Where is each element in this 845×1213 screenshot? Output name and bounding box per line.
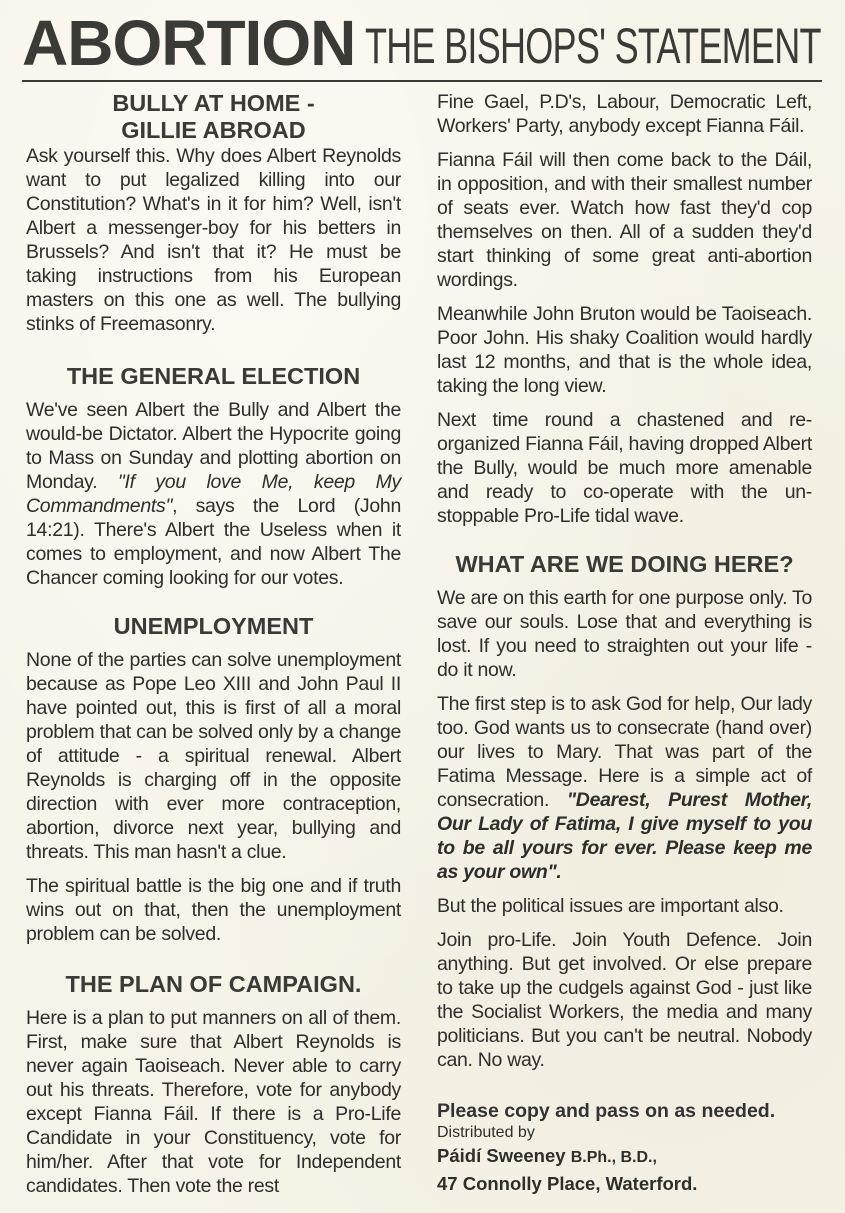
paragraph: Next time round a chastened and re-organized Fianna Fáil, having dropped Albert the Bully, would be much more amenable and ready to co-operate with the un-stoppable Pro-Life tidal wave. — [437, 409, 812, 527]
left-column — [26, 90, 401, 1198]
section-title — [26, 90, 401, 144]
paragraph: But the political issues are important also. — [437, 895, 784, 917]
masthead-subtitle: THE BISHOPS' STATEMENT — [365, 18, 822, 74]
paragraph: None of the parties can solve unemployment because as Pope Leo XIII and John Paul II have pointed out, this is first of all a moral problem that can be solved only by a change of attitude - a spiritual renewal. Albert Reynolds is charging off in the opposite direction with ever more contraception, abortion, divorce next year, bullying and threats. This man hasn't a clue. — [26, 649, 401, 863]
paragraph: Join pro-Life. Join Youth Defence. Join anything. But get involved. Or else prepare to take up the cudgels against God - just like the Socialist Workers, the media and many politicians. But you can't be neutral. Nobody can. No way. — [437, 929, 812, 1071]
distributor-credentials: B.Ph., B.D., — [570, 1149, 657, 1166]
distributor-name — [437, 1143, 812, 1171]
footer — [437, 1099, 812, 1197]
distributor-address: 47 Connolly Place, Waterford. — [437, 1173, 698, 1194]
paragraph-text: The first step is to ask God for help, Our lady too. God wants us to consecrate (hand over) our lives to Mary. That was part of the Fatima Message. Here is a simple act of consecration. — [437, 693, 812, 811]
paragraph: We are on this earth for one purpose only. To save our souls. Lose that and everything is lost. If you need to straighten out your life - do it now. — [437, 587, 812, 681]
paragraph: Fine Gael, P.D's, Labour, Democratic Left, Workers' Party, anybody except Fianna Fáil. — [437, 91, 812, 137]
distributed-by-label: Distributed by — [437, 1124, 535, 1141]
consecration-prayer: "Dearest, Purest Mother, Our Lady of Fatima, I give myself to you to be all yours for ever. Please keep me as your own". — [437, 789, 812, 883]
scripture-quote: "If you love Me, keep My Commandments" — [26, 471, 401, 517]
copy-notice: Please copy and pass on as needed. — [437, 1100, 776, 1122]
section-title: THE GENERAL ELECTION — [66, 363, 361, 389]
paragraph-text: We've seen Albert the Bully and Albert the would-be Dictator. Albert the Hypocrite going to Mass on Sunday and plotting abortion on Monday. — [26, 399, 401, 493]
paragraph: Ask yourself this. Why does Albert Reynolds want to put legalized killing into our Constitution? What's in it for him? Well, isn't Albert a messenger-boy for his betters in Brussels? And isn't that it? He must be taking instructions from his European masters on this one as well. The bullying stinks of Freemasonry. — [26, 145, 401, 335]
section-title: WHAT ARE WE DOING HERE? — [455, 551, 794, 577]
section-unemployment — [26, 613, 401, 946]
section-title: UNEMPLOYMENT — [113, 613, 314, 639]
section-title: THE PLAN OF CAMPAIGN. — [65, 971, 362, 997]
right-column — [437, 90, 812, 1197]
section-plan-of-campaign — [26, 971, 401, 1198]
paragraph: The spiritual battle is the big one and if truth wins out on that, then the unemployment problem can be solved. — [26, 875, 401, 945]
masthead — [22, 7, 822, 79]
section-title-line: GILLIE ABROAD — [121, 117, 306, 143]
paragraph: Meanwhile John Bruton would be Taoiseach. Poor John. His shaky Coalition would hardly last 12 months, and that is the whole idea, taking the long view. — [437, 303, 812, 397]
paragraph — [437, 692, 812, 884]
section-bully-at-home — [26, 90, 401, 336]
section-title-line: BULLY AT HOME - — [112, 90, 315, 116]
section-what-are-we-doing-here — [437, 551, 812, 1072]
masthead-title: ABORTION — [22, 7, 356, 79]
section-general-election — [26, 363, 401, 590]
paragraph — [26, 398, 401, 590]
paragraph: Here is a plan to put manners on all of them. First, make sure that Albert Reynolds is never again Taoiseach. Never able to carry out his threats. Therefore, vote for anybody except Fianna Fáil. If there is a Pro-Life Candidate in your Constituency, vote for him/her. After that vote for Independent candidates. Then vote the rest — [26, 1007, 401, 1197]
distributor-name-text: Páidí Sweeney — [437, 1145, 566, 1166]
paragraph-text: , says the Lord (John 14:21). There's Albert the Useless when it comes to employment, and now Albert The Chancer coming looking for our votes. — [26, 495, 401, 589]
masthead-rule — [22, 80, 822, 82]
paragraph: Fianna Fáil will then come back to the Dáil, in opposition, and with their smallest number of seats ever. Watch how fast they'd cop themselves on then. All of a sudden they'd start thinking of some great anti-abortion wordings. — [437, 149, 812, 291]
